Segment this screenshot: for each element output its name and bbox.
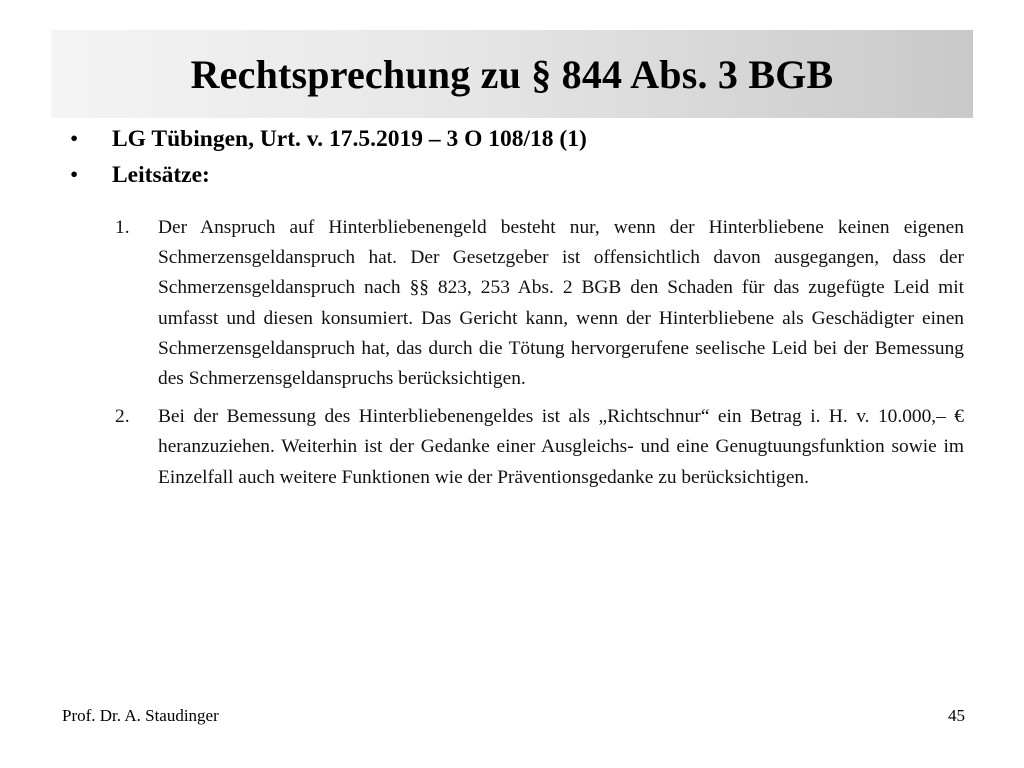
bullet-list: [70, 124, 970, 196]
slide-title: Rechtsprechung zu § 844 Abs. 3 BGB: [190, 51, 834, 97]
leitsatz-number: 1.: [115, 217, 130, 238]
bullet-text-leitsaetze: Leitsätze:: [112, 162, 210, 188]
title-bar: [51, 30, 973, 118]
bullet-item-leitsaetze: [70, 160, 970, 190]
leitsatz-item-1: [115, 213, 964, 394]
leitsatz-text-1: Der Anspruch auf Hinterbliebenengeld besteht nur, wenn der Hinterbliebene keinen eigenen Schmerzensgeldanspruch hat. Der Gesetzgeber ist offensichtlich davon ausgegangen, dass der Schmerzensgeldanspruch nach §§ 823, 253 Abs. 2 BGB den Schaden für das zugefügte Leid mit umfasst und diesen konsumiert. Das Gericht kann, wenn der Hinterbliebene als Geschädigter einen Schmerzensgeldanspruch hat, das durch die Tötung hervorgerufene seelische Leid bei der Bemessung des Schmerzensgeldanspruchs berücksichtigen.: [158, 217, 964, 390]
bullet-text-case: LG Tübingen, Urt. v. 17.5.2019 – 3 O 108/18 (1): [112, 126, 587, 152]
leitsatz-number: 2.: [115, 406, 130, 428]
leitsatz-text-2: Bei der Bemessung des Hinterbliebenengeldes ist als „Richtschnur“ ein Betrag i. H. v. 10.000,– € heranzuziehen. Weiterhin ist der Gedanke einer Ausgleichs- und eine Genugtuungsfunktion sowie im Einzelfall auch weitere Funktionen wie der Präventionsgedanke zu berücksichtigen.: [158, 406, 964, 488]
bullet-marker: •: [70, 126, 79, 152]
footer-author: Prof. Dr. A. Staudinger: [62, 706, 219, 725]
bullet-marker: •: [70, 162, 79, 188]
footer-page-number: 45: [948, 706, 965, 725]
bullet-item-case: [70, 124, 970, 154]
leitsaetze-list: [115, 213, 964, 501]
leitsatz-item-2: [115, 402, 964, 493]
